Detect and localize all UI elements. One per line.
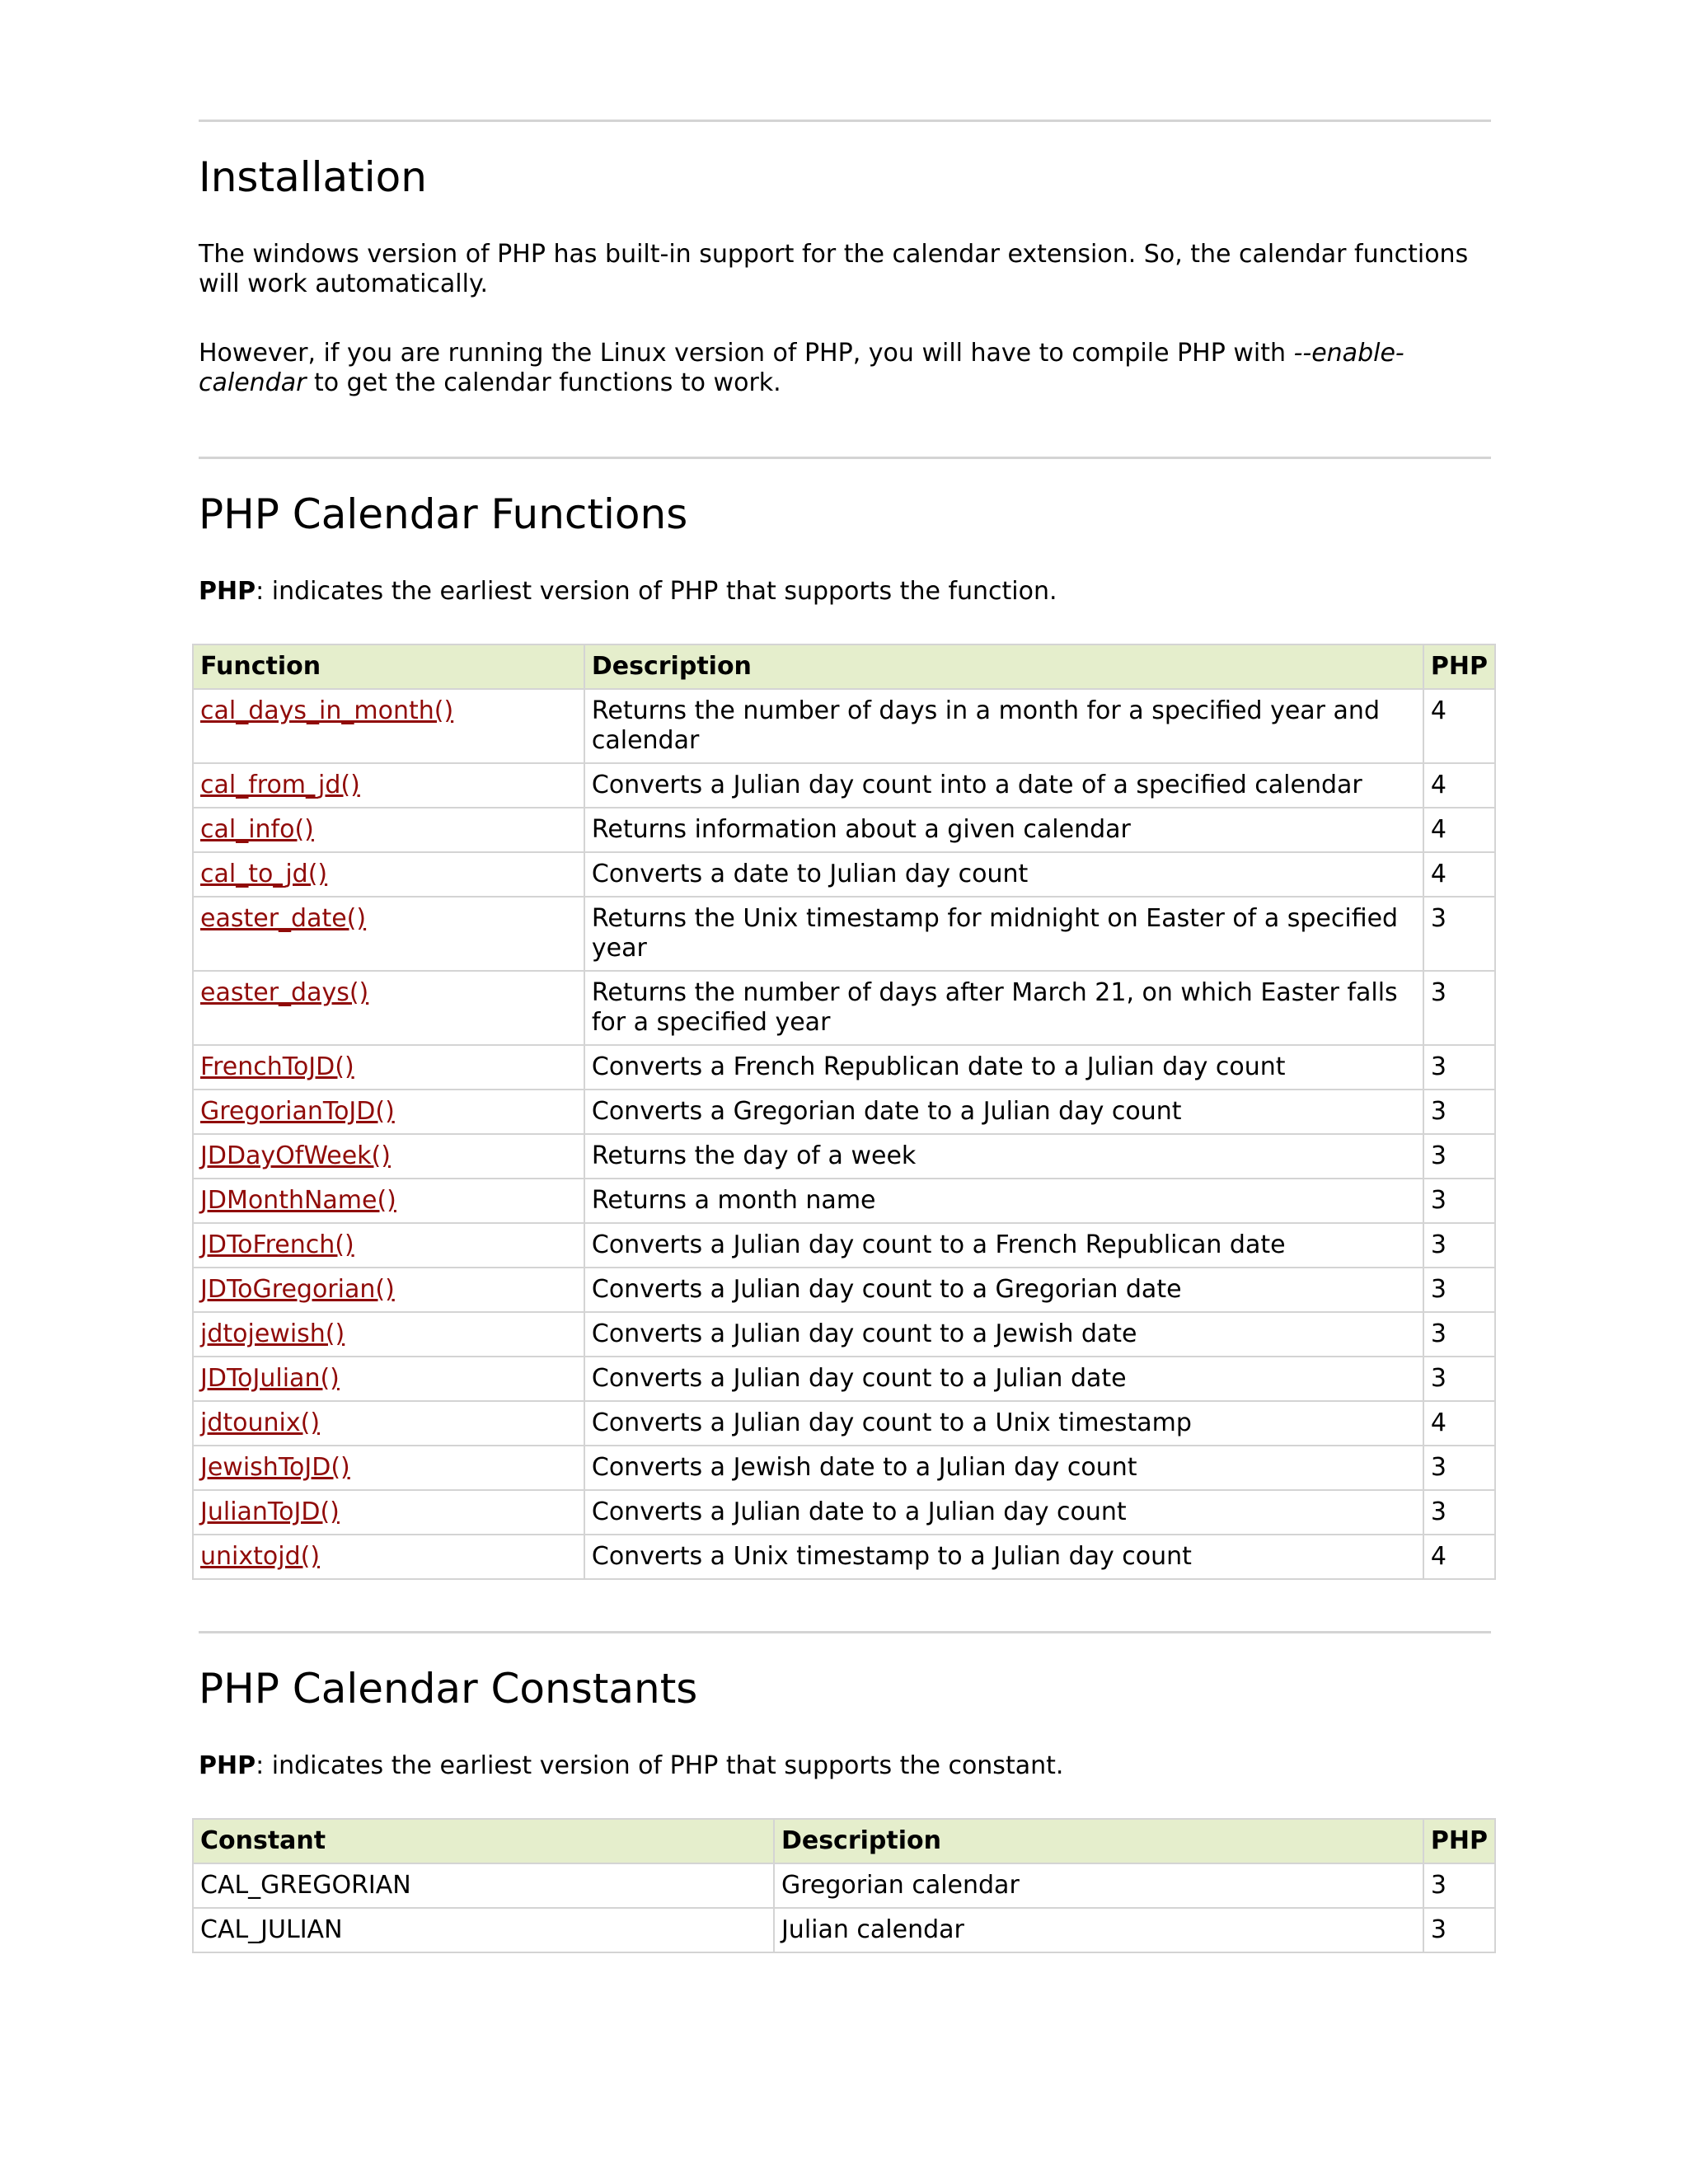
php-version-cell: 3 xyxy=(1423,1863,1495,1908)
divider xyxy=(199,1631,1491,1633)
description-cell: Converts a Julian day count to a Gregorian date xyxy=(584,1268,1423,1312)
php-version-cell: 4 xyxy=(1423,852,1495,897)
table-header-row xyxy=(193,644,1495,689)
table-row xyxy=(193,1535,1495,1579)
table-row xyxy=(193,1268,1495,1312)
php-version-cell: 3 xyxy=(1423,1223,1495,1268)
functions-note-text: : indicates the earliest version of PHP that supports the function. xyxy=(256,577,1057,606)
function-link[interactable]: JDToFrench() xyxy=(200,1230,354,1259)
table-row xyxy=(193,1090,1495,1134)
header-description: Description xyxy=(584,644,1423,689)
function-cell xyxy=(193,1312,584,1357)
function-cell xyxy=(193,852,584,897)
function-link[interactable]: cal_info() xyxy=(200,815,314,844)
description-cell: Converts a French Republican date to a Julian day count xyxy=(584,1045,1423,1090)
description-cell: Returns the Unix timestamp for midnight on Easter of a specified year xyxy=(584,897,1423,971)
description-cell: Converts a Jewish date to a Julian day count xyxy=(584,1446,1423,1490)
function-link[interactable]: JulianToJD() xyxy=(200,1497,340,1526)
function-link[interactable]: JDDayOfWeek() xyxy=(200,1141,391,1170)
divider xyxy=(199,457,1491,459)
function-cell xyxy=(193,1490,584,1535)
php-version-cell: 3 xyxy=(1423,971,1495,1045)
constants-note xyxy=(199,1751,1491,1781)
php-version-cell: 3 xyxy=(1423,1908,1495,1952)
php-version-cell: 3 xyxy=(1423,1446,1495,1490)
php-version-cell: 3 xyxy=(1423,1490,1495,1535)
enable-calendar-flag: --enable-calendar xyxy=(199,339,1404,397)
functions-note-label: PHP xyxy=(199,577,256,606)
header-php: PHP xyxy=(1423,644,1495,689)
table-row xyxy=(193,1446,1495,1490)
constants-note-label: PHP xyxy=(199,1751,256,1780)
description-cell: Converts a Julian day count to a Unix timestamp xyxy=(584,1401,1423,1446)
description-cell: Returns the number of days in a month for a specified year and calendar xyxy=(584,689,1423,763)
description-cell: Converts a date to Julian day count xyxy=(584,852,1423,897)
php-version-cell: 4 xyxy=(1423,763,1495,808)
function-link[interactable]: easter_days() xyxy=(200,978,369,1007)
table-row xyxy=(193,1490,1495,1535)
function-link[interactable]: JewishToJD() xyxy=(200,1453,350,1482)
para2-text-before: However, if you are running the Linux version of PHP, you will have to compile PHP with xyxy=(199,339,1294,368)
constants-note-text: : indicates the earliest version of PHP that supports the constant. xyxy=(256,1751,1064,1780)
function-link[interactable]: unixtojd() xyxy=(200,1542,321,1571)
table-row xyxy=(193,897,1495,971)
function-cell xyxy=(193,1134,584,1179)
description-cell: Converts a Gregorian date to a Julian day count xyxy=(584,1090,1423,1134)
table-row xyxy=(193,1179,1495,1223)
function-cell xyxy=(193,1045,584,1090)
function-cell xyxy=(193,1090,584,1134)
functions-title: PHP Calendar Functions xyxy=(199,490,688,538)
installation-paragraph-2 xyxy=(199,339,1491,398)
function-link[interactable]: FrenchToJD() xyxy=(200,1052,354,1081)
function-link[interactable]: JDMonthName() xyxy=(200,1186,396,1215)
description-cell: Returns a month name xyxy=(584,1179,1423,1223)
php-version-cell: 3 xyxy=(1423,1312,1495,1357)
table-row xyxy=(193,852,1495,897)
php-version-cell: 3 xyxy=(1423,1268,1495,1312)
php-version-cell: 3 xyxy=(1423,1045,1495,1090)
table-row xyxy=(193,1401,1495,1446)
table-row xyxy=(193,971,1495,1045)
function-cell xyxy=(193,971,584,1045)
description-cell: Converts a Julian day count into a date of a specified calendar xyxy=(584,763,1423,808)
constant-cell: CAL_GREGORIAN xyxy=(193,1863,774,1908)
description-cell: Converts a Julian date to a Julian day count xyxy=(584,1490,1423,1535)
function-cell xyxy=(193,1535,584,1579)
table-row xyxy=(193,1312,1495,1357)
description-cell: Converts a Julian day count to a French Republican date xyxy=(584,1223,1423,1268)
function-cell xyxy=(193,1179,584,1223)
table-row xyxy=(193,1045,1495,1090)
description-cell: Converts a Unix timestamp to a Julian day count xyxy=(584,1535,1423,1579)
installation-paragraph-1: The windows version of PHP has built-in support for the calendar extension. So, the calendar functions will work automatically. xyxy=(199,240,1469,298)
constant-cell: CAL_JULIAN xyxy=(193,1908,774,1952)
functions-note xyxy=(199,577,1491,607)
description-cell: Converts a Julian day count to a Jewish date xyxy=(584,1312,1423,1357)
function-cell xyxy=(193,1268,584,1312)
function-cell xyxy=(193,1223,584,1268)
installation-title: Installation xyxy=(199,153,427,201)
php-version-cell: 3 xyxy=(1423,897,1495,971)
php-version-cell: 3 xyxy=(1423,1134,1495,1179)
functions-table xyxy=(192,644,1496,1580)
description-cell: Converts a Julian day count to a Julian date xyxy=(584,1357,1423,1401)
table-row xyxy=(193,1134,1495,1179)
function-link[interactable]: jdtojewish() xyxy=(200,1319,345,1348)
function-link[interactable]: cal_to_jd() xyxy=(200,860,328,888)
function-link[interactable]: JDToJulian() xyxy=(200,1364,340,1393)
php-version-cell: 4 xyxy=(1423,808,1495,852)
table-row xyxy=(193,689,1495,763)
table-row xyxy=(193,763,1495,808)
function-cell xyxy=(193,897,584,971)
table-row xyxy=(193,1357,1495,1401)
description-cell: Gregorian calendar xyxy=(774,1863,1423,1908)
description-cell: Returns the day of a week xyxy=(584,1134,1423,1179)
function-cell xyxy=(193,763,584,808)
function-cell xyxy=(193,1446,584,1490)
function-cell xyxy=(193,1357,584,1401)
description-cell: Returns information about a given calendar xyxy=(584,808,1423,852)
description-cell: Returns the number of days after March 21, on which Easter falls for a specified year xyxy=(584,971,1423,1045)
php-version-cell: 4 xyxy=(1423,689,1495,763)
function-link[interactable]: cal_days_in_month() xyxy=(200,696,454,725)
table-row xyxy=(193,1223,1495,1268)
function-link[interactable]: cal_from_jd() xyxy=(200,771,360,799)
function-cell xyxy=(193,808,584,852)
divider xyxy=(199,120,1491,122)
function-link[interactable]: JDToGregorian() xyxy=(200,1275,395,1304)
table-row xyxy=(193,808,1495,852)
php-version-cell: 4 xyxy=(1423,1535,1495,1579)
function-cell xyxy=(193,1401,584,1446)
table-row xyxy=(193,1863,1495,1908)
para2-text-after: to get the calendar functions to work. xyxy=(306,368,781,397)
function-link[interactable]: easter_date() xyxy=(200,904,367,933)
constants-title: PHP Calendar Constants xyxy=(199,1665,698,1713)
php-version-cell: 3 xyxy=(1423,1179,1495,1223)
php-version-cell: 3 xyxy=(1423,1357,1495,1401)
function-link[interactable]: GregorianToJD() xyxy=(200,1097,395,1126)
header-php: PHP xyxy=(1423,1819,1495,1863)
function-cell xyxy=(193,689,584,763)
table-row xyxy=(193,1908,1495,1952)
header-description: Description xyxy=(774,1819,1423,1863)
function-link[interactable]: jdtounix() xyxy=(200,1408,321,1437)
php-version-cell: 4 xyxy=(1423,1401,1495,1446)
header-function: Function xyxy=(193,644,584,689)
header-constant: Constant xyxy=(193,1819,774,1863)
content xyxy=(199,120,1491,1953)
php-version-cell: 3 xyxy=(1423,1090,1495,1134)
table-header-row xyxy=(193,1819,1495,1863)
description-cell: Julian calendar xyxy=(774,1908,1423,1952)
constants-table xyxy=(192,1818,1496,1953)
